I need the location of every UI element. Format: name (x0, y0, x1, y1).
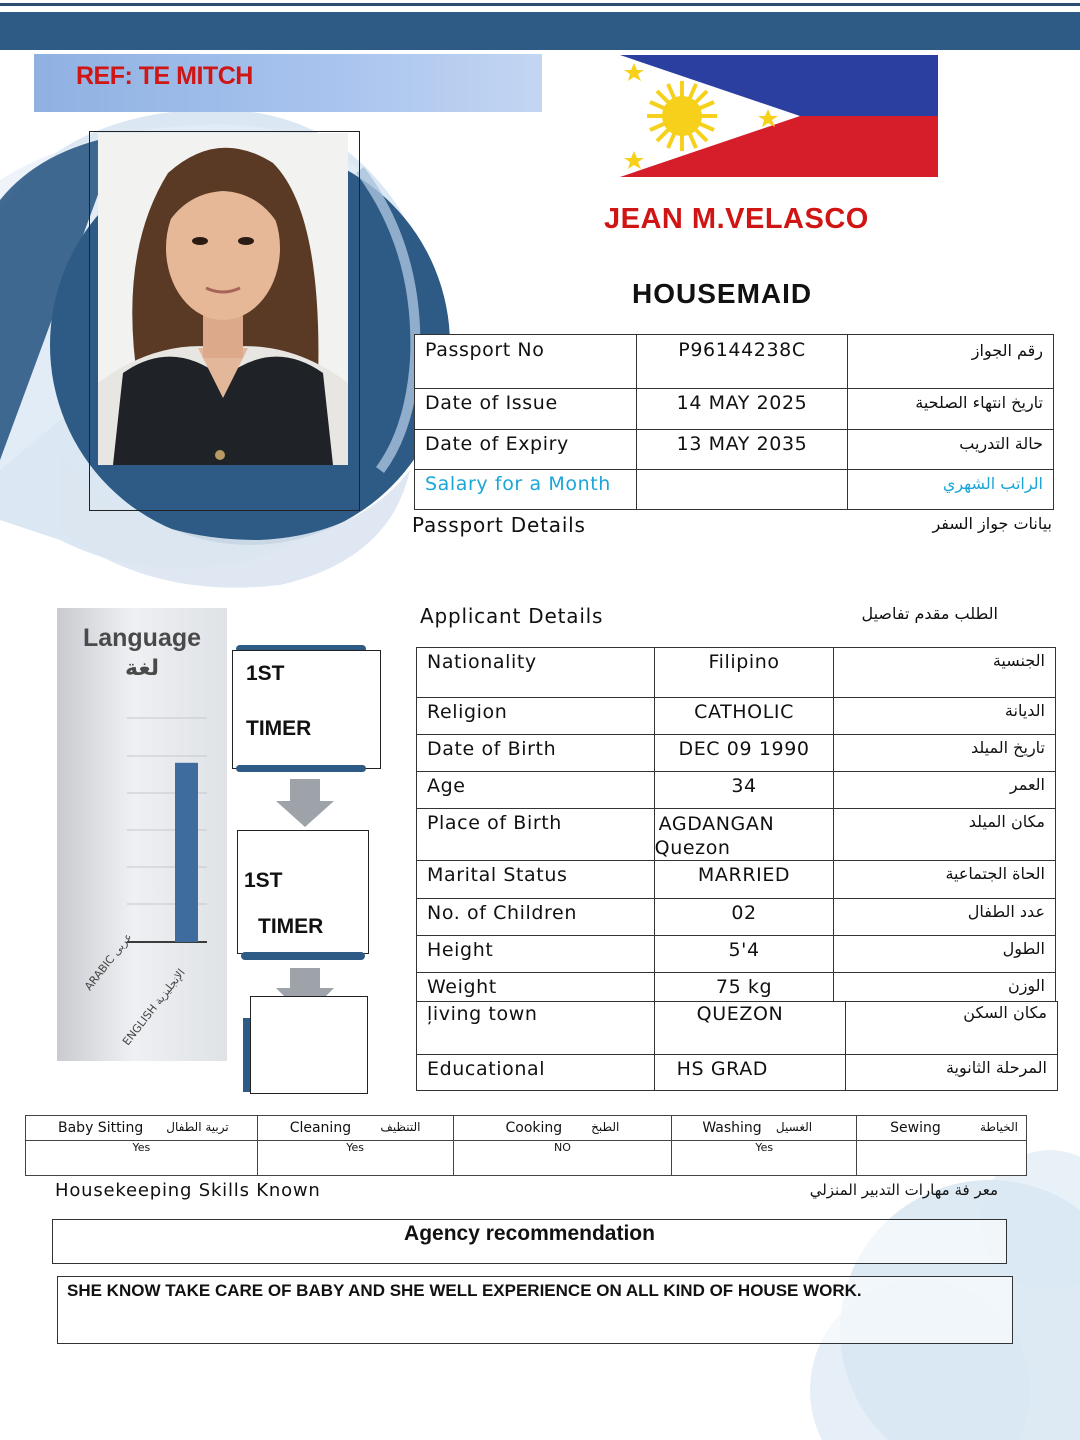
salary-arabic: الراتب الشهري (848, 470, 1054, 510)
skill-header (257, 1116, 453, 1141)
applicant-arabic: الحاة الجتماعية (834, 861, 1056, 899)
skill-header (857, 1116, 1027, 1141)
applicant-label: Religion (417, 698, 655, 735)
passport-value: 14 MAY 2025 (636, 389, 848, 430)
skill-answer: Yes (26, 1141, 258, 1176)
passport-row (415, 335, 1054, 389)
skills-header-row (26, 1116, 1027, 1141)
applicant-label: Marital Status (417, 861, 655, 899)
applicant-value: DEC 09 1990 (654, 735, 834, 772)
applicant-arabic: تاريخ الميلد (834, 735, 1056, 772)
passport-label: Passport No (415, 335, 637, 389)
applicant-row (417, 772, 1056, 809)
passport-label: Date of Expiry (415, 430, 637, 470)
skill-header (672, 1116, 857, 1141)
language-label-english: ENGLISH الإنجليزية (120, 966, 188, 1049)
skills-caption-arabic: معر فة مهارات التدبير المنزلي (809, 1181, 998, 1199)
applicant-value: 75 kg (654, 973, 834, 1010)
language-title: Language (82, 624, 202, 652)
box-accent (241, 952, 365, 960)
down-arrow-icon (276, 779, 334, 827)
applicant-label: Age (417, 772, 655, 809)
applicant-arabic: الوزن (834, 973, 1056, 1010)
applicant-section-label-arabic: الطلب مقدم تفاصيل (861, 604, 998, 623)
experience-box-3 (250, 996, 368, 1094)
candidate-position: HOUSEMAID (632, 278, 813, 309)
language-chart (57, 608, 227, 1061)
applicant-value: Filipino (654, 648, 834, 698)
applicant-extra-table (416, 1001, 1058, 1091)
applicant-row (417, 1055, 1058, 1091)
passport-arabic: تاريخ انتهاء الصلحية (848, 389, 1054, 430)
applicant-arabic: مكان السكن (846, 1002, 1058, 1055)
skill-answer: NO (453, 1141, 672, 1176)
birthplace-town: AGDANGAN (658, 813, 775, 835)
applicant-value: HS GRAD (654, 1055, 846, 1091)
experience-box-2-line2: TIMER (258, 915, 324, 938)
applicant-value: 02 (654, 899, 834, 936)
skill-label: Baby Sitting (58, 1120, 144, 1136)
applicant-table (416, 647, 1056, 1010)
skill-label-arabic: الغسيل (775, 1120, 813, 1134)
applicant-row (417, 648, 1056, 698)
language-title-arabic: لغة (124, 656, 160, 681)
skill-answer: Yes (672, 1141, 857, 1176)
skill-answer: Yes (257, 1141, 453, 1176)
applicant-label: Place of Birth (417, 809, 655, 861)
top-banner (0, 0, 1080, 50)
applicant-label: Weight (417, 973, 655, 1010)
applicant-row (417, 735, 1056, 772)
experience-box-2 (237, 830, 369, 954)
philippine-flag (620, 55, 938, 177)
photo-frame (89, 131, 360, 511)
passport-row (415, 389, 1054, 430)
box-accent (236, 765, 366, 772)
skills-caption: Housekeeping Skills Known (55, 1180, 321, 1201)
passport-arabic: حالة التدريب (848, 430, 1054, 470)
passport-value: 13 MAY 2035 (636, 430, 848, 470)
language-bar (175, 763, 198, 942)
applicant-arabic: الطول (834, 936, 1056, 973)
passport-label: Date of Issue (415, 389, 637, 430)
applicant-label: Nationality (417, 648, 655, 698)
skill-header (26, 1116, 258, 1141)
applicant-label: Height (417, 936, 655, 973)
passport-section-label: Passport Details (412, 513, 586, 537)
passport-arabic: رقم الجواز (848, 335, 1054, 389)
salary-label: Salary for a Month (415, 470, 637, 510)
applicant-value: 34 (654, 772, 834, 809)
passport-table (414, 334, 1054, 510)
applicant-row (417, 861, 1056, 899)
recommendation-title: Agency recommendation (404, 1222, 655, 1245)
experience-box-1-line2: TIMER (246, 717, 312, 740)
experience-box-1 (232, 650, 381, 769)
skill-label-arabic: الخياطة (980, 1120, 1018, 1134)
applicant-arabic: مكان الميلد (834, 809, 1056, 861)
skill-label-arabic: الطبخ (591, 1120, 620, 1134)
reference-code: REF: TE MITCH (76, 62, 253, 90)
salary-value (636, 470, 848, 510)
skills-table (25, 1115, 1027, 1176)
applicant-label: Educational (417, 1055, 655, 1091)
applicant-row (417, 1002, 1058, 1055)
passport-row (415, 430, 1054, 470)
experience-box-1-line1: 1ST (246, 662, 285, 685)
applicant-arabic: العمر (834, 772, 1056, 809)
skills-answer-row (26, 1141, 1027, 1176)
down-arrow-icon (276, 968, 334, 998)
applicant-row (417, 899, 1056, 936)
applicant-arabic: عدد الطفال (834, 899, 1056, 936)
skill-label-arabic: تربية الطفال (166, 1120, 229, 1134)
skill-header (453, 1116, 672, 1141)
applicant-value: MARRIED (654, 861, 834, 899)
skill-label: Washing (702, 1120, 762, 1136)
applicant-section-label: Applicant Details (420, 604, 604, 628)
applicant-label: Date of Birth (417, 735, 655, 772)
applicant-row (417, 698, 1056, 735)
skill-label-arabic: التنظيف (380, 1120, 421, 1134)
experience-box-2-line1: 1ST (244, 869, 283, 892)
applicant-value: QUEZON (654, 1002, 846, 1055)
applicant-arabic: الجنسية (834, 648, 1056, 698)
skill-answer (857, 1141, 1027, 1176)
applicant-row (417, 936, 1056, 973)
applicant-label: No. of Children (417, 899, 655, 936)
applicant-value (654, 809, 834, 861)
candidate-name: JEAN M.VELASCO (604, 203, 869, 235)
applicant-arabic: المرحلة الثانوية (846, 1055, 1058, 1091)
skill-label: Cleaning (289, 1120, 352, 1136)
applicant-value: 5'4 (654, 936, 834, 973)
birthplace-province: Quezon (654, 837, 731, 859)
language-label-arabic: ARABIC عربى (82, 930, 135, 994)
recommendation-text: SHE KNOW TAKE CARE OF BABY AND SHE WELL EXPERIENCE ON ALL KIND OF HOUSE WORK. (67, 1281, 862, 1300)
passport-row (415, 470, 1054, 510)
skill-label: Sewing (890, 1120, 941, 1136)
skill-label: Cooking (505, 1120, 563, 1136)
passport-value: P96144238C (636, 335, 848, 389)
applicant-arabic: الديانة (834, 698, 1056, 735)
applicant-row (417, 809, 1056, 861)
passport-section-label-arabic: بيانات جواز السفر (932, 514, 1052, 533)
applicant-label: ļiving town (417, 1002, 655, 1055)
applicant-value: CATHOLIC (654, 698, 834, 735)
